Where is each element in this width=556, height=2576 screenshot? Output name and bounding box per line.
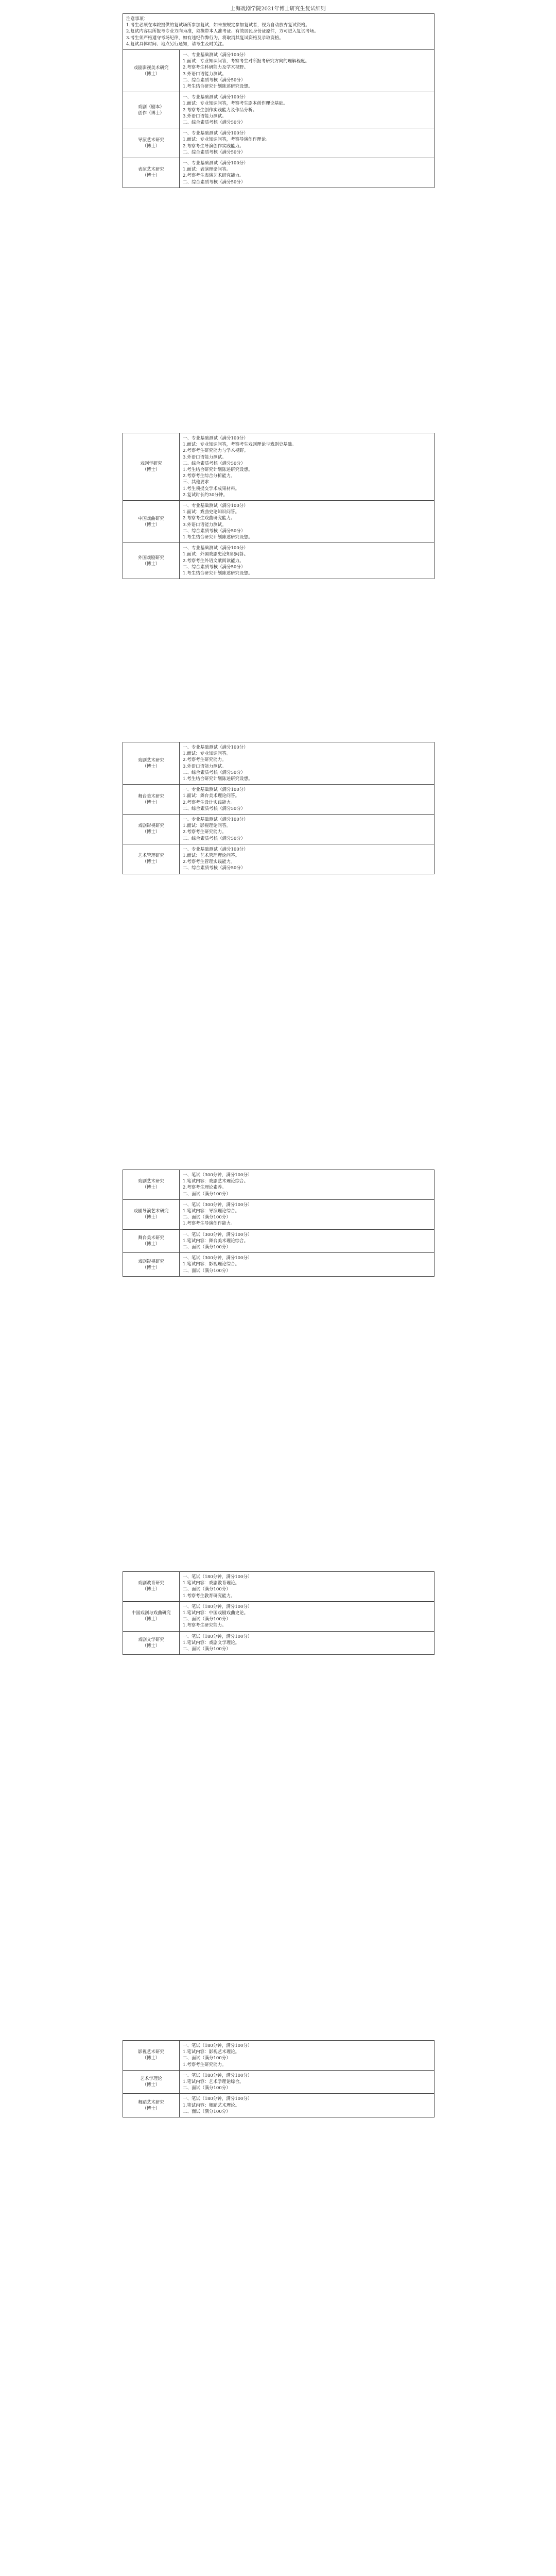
detail-line: 1.考生结合研究计划陈述研究设想。	[183, 535, 253, 540]
detail-line: 二、面试（满分100分）	[183, 2109, 231, 2114]
detail-line: 一、专业基础测试（满分100分）	[183, 503, 248, 509]
detail-line: 1.考察考生研究能力。	[183, 2062, 227, 2067]
detail-line: 1.面试：舞台美术理论问答。	[183, 793, 240, 799]
section-4	[123, 1170, 435, 1277]
detail-line: 1.面试：艺术管理理论问答。	[183, 853, 240, 859]
table-row	[123, 814, 434, 844]
detail-line: 二、面试（满分100分）	[183, 1587, 231, 1592]
detail-line: 1.考生结合研究计划陈述研究设想。	[183, 467, 253, 473]
table-row	[123, 543, 434, 579]
detail-line: 1.考察考生研究能力。	[183, 1623, 227, 1629]
detail-line: 一、笔试（300分钟，满分100分）	[183, 1202, 252, 1208]
program-name: 戏剧艺术研究 （博士）	[123, 742, 180, 784]
program-details	[180, 50, 434, 92]
detail-line: 二、综合素质考核（满分50分）	[183, 770, 246, 775]
detail-line: 2.考察考生外语文献阅读能力。	[183, 558, 244, 564]
detail-line: 3.外语口语能力测试。	[183, 113, 227, 119]
program-details	[180, 1253, 434, 1276]
detail-line: 一、笔试（300分钟，满分100分）	[183, 1232, 252, 1238]
program-name: 戏剧（剧本） 创作（博士）	[123, 92, 180, 128]
program-details	[180, 543, 434, 579]
notes-block	[123, 14, 434, 49]
program-name: 舞蹈艺术研究 （博士）	[123, 2094, 180, 2117]
table-row	[123, 2041, 434, 2070]
program-name: 戏剧影视研究 （博士）	[123, 815, 180, 844]
program-details	[180, 158, 434, 188]
program-name: 表演艺术研究 （博士）	[123, 158, 180, 188]
program-name: 戏剧影视美术研究 （博士）	[123, 50, 180, 92]
detail-line: 一、专业基础测试（满分100分）	[183, 745, 248, 750]
detail-line: 2.考察考生理论素养。	[183, 1185, 227, 1191]
detail-line: 一、笔试（180分钟，满分100分）	[183, 1634, 252, 1639]
detail-line: 1.面试：专业知识问答。	[183, 751, 231, 757]
detail-line: 二、综合素质考核（满分50分）	[183, 836, 246, 841]
detail-line: 一、专业基础测试（满分100分）	[183, 846, 248, 852]
program-details	[180, 742, 434, 784]
detail-line: 1.笔试内容：舞台美术理论综合。	[183, 1238, 249, 1244]
table-row	[123, 844, 434, 874]
detail-line: 一、专业基础测试（满分100分）	[183, 53, 248, 58]
detail-line: 1.面试：表演理论问答。	[183, 167, 231, 173]
detail-line: 2.考察考生设计实践能力。	[183, 800, 235, 805]
detail-line: 二、面试（满分100分）	[183, 1191, 231, 1197]
detail-line: 1.考察考生导演创作能力。	[183, 1221, 235, 1227]
program-name: 艺术管理研究 （博士）	[123, 844, 180, 874]
program-details	[180, 2041, 434, 2070]
table-row	[123, 742, 434, 784]
detail-line: 一、专业基础测试（满分100分）	[183, 817, 248, 823]
detail-line: 1.笔试内容：中国戏剧戏曲史论。	[183, 1611, 249, 1616]
note-line: 2.复试内容以所报考专业方向为准，须携带本人准考证、有效居民身份证原件，方可进入复试考场。	[126, 29, 319, 35]
detail-line: 一、笔试（180分钟，满分100分）	[183, 2043, 252, 2048]
detail-line: 二、面试（满分100分）	[183, 1268, 231, 1274]
detail-line: 3.外语口语能力测试。	[183, 71, 227, 77]
detail-line: 1.考生结合研究计划陈述研究设想。	[183, 776, 253, 782]
program-name: 戏剧艺术研究 （博士）	[123, 1170, 180, 1199]
detail-line: 二、综合素质考核（满分50分）	[183, 77, 246, 83]
program-details	[180, 501, 434, 543]
detail-line: 1.面试：专业知识问答，考察导演创作理论。	[183, 137, 270, 143]
detail-line: 2.复试时长约30分钟。	[183, 492, 228, 498]
program-name: 戏剧学研究 （博士）	[123, 433, 180, 500]
section-1	[123, 13, 435, 188]
section-3	[123, 742, 435, 874]
detail-line: 2.考察考生研究能力与学术视野。	[183, 448, 249, 454]
detail-line: 1.考生结合研究计划陈述研究设想。	[183, 84, 253, 90]
table-row	[123, 2070, 434, 2094]
program-details	[180, 1632, 434, 1655]
detail-line: 1.笔试内容：影视艺术理论。	[183, 2049, 240, 2055]
table-row	[123, 1229, 434, 1253]
program-details	[180, 815, 434, 844]
table-row	[123, 433, 434, 500]
detail-line: 二、面试（满分100分）	[183, 1617, 231, 1622]
program-details	[180, 2071, 434, 2094]
note-line: 3.考生须严格遵守考场纪律，如有违纪作弊行为，将取消其复试资格及录取资格。	[126, 35, 284, 41]
detail-line: 1.考生结合研究计划陈述研究设想。	[183, 571, 253, 577]
detail-line: 1.面试：影视理论问答。	[183, 823, 231, 829]
program-name: 舞台美术研究 （博士）	[123, 785, 180, 814]
program-name: 影视艺术研究 （博士）	[123, 2041, 180, 2070]
note-line: 1.考生必须在本院提供的复试场所参加复试，如未按规定参加复试者，视为自动放弃复试资格。	[126, 23, 310, 28]
detail-line: 1.面试：专业知识问答，考察考生剧本创作理论基础。	[183, 101, 288, 107]
detail-line: 3.外语口语能力测试。	[183, 454, 227, 460]
detail-line: 2.考察考生表演艺术研究能力。	[183, 173, 244, 179]
table-row	[123, 500, 434, 543]
program-details	[180, 2094, 434, 2117]
detail-line: 1.面试：外国戏剧史论知识问答。	[183, 552, 249, 557]
detail-line: 2.考察考生导演创作实践能力。	[183, 143, 244, 149]
page-title: 上海戏剧学院2021年博士研究生复试细则	[230, 6, 326, 12]
detail-line: 一、专业基础测试（满分100分）	[183, 436, 248, 441]
table-row	[123, 1199, 434, 1229]
detail-line: 一、笔试（300分钟，满分100分）	[183, 1173, 252, 1178]
program-details	[180, 1230, 434, 1253]
section-2	[123, 433, 435, 579]
detail-line: 2.考察考生综合分析能力。	[183, 473, 235, 479]
table-row	[123, 158, 434, 188]
detail-line: 1.考察考生教育研究能力。	[183, 1593, 235, 1599]
table-row	[123, 1572, 434, 1601]
detail-line: 二、面试（满分100分）	[183, 1647, 231, 1652]
note-line: 4.复试具体时间、地点另行通知，请考生及时关注。	[126, 41, 227, 47]
detail-line: 二、综合素质考核（满分50分）	[183, 528, 246, 534]
detail-line: 1.笔试内容：艺术学理论综合。	[183, 2079, 244, 2085]
detail-line: 一、笔试（180分钟，满分100分）	[183, 1604, 252, 1609]
program-details	[180, 785, 434, 814]
table-row	[123, 1631, 434, 1655]
program-details	[180, 1602, 434, 1631]
table-row	[123, 2093, 434, 2117]
program-name: 中国戏剧与戏曲研究 （博士）	[123, 1602, 180, 1631]
program-name: 舞台美术研究 （博士）	[123, 1230, 180, 1253]
detail-line: 一、笔试（300分钟，满分100分）	[183, 1256, 252, 1261]
detail-line: 二、综合素质考核（满分50分）	[183, 149, 246, 155]
detail-line: 一、笔试（180分钟，满分100分）	[183, 1574, 252, 1580]
detail-line: 1.笔试内容：戏剧文学理论。	[183, 1640, 240, 1646]
detail-line: 1.笔试内容：舞蹈艺术理论。	[183, 2103, 240, 2108]
detail-line: 一、专业基础测试（满分100分）	[183, 787, 248, 793]
detail-line: 3.外语口语能力测试。	[183, 764, 227, 769]
detail-line: 1.面试：专业知识问答，考察考生对所报考研究方向的理解程度。	[183, 59, 310, 64]
detail-line: 2.考察考生研究能力。	[183, 757, 227, 763]
detail-line: 1.笔试内容：戏剧艺术理论综合。	[183, 1179, 249, 1184]
program-name: 艺术学理论 （博士）	[123, 2071, 180, 2094]
section-6	[123, 2040, 435, 2117]
detail-line: 二、综合素质考核（满分50分）	[183, 866, 246, 871]
program-details	[180, 92, 434, 128]
detail-line: 3.外语口语能力测试。	[183, 522, 227, 528]
table-row	[123, 1252, 434, 1276]
detail-line: 二、综合素质考核（满分50分）	[183, 179, 246, 185]
detail-line: 一、专业基础测试（满分100分）	[183, 161, 248, 166]
detail-line: 二、综合素质考核（满分50分）	[183, 806, 246, 811]
detail-line: 一、笔试（180分钟，满分100分）	[183, 2096, 252, 2102]
program-details	[180, 433, 434, 500]
detail-line: 二、综合素质考核（满分50分）	[183, 461, 246, 466]
detail-line: 一、笔试（180分钟，满分100分）	[183, 2073, 252, 2078]
table-row	[123, 1601, 434, 1631]
program-name: 戏剧教育研究 （博士）	[123, 1572, 180, 1601]
detail-line: 2.考察考生管理实践能力。	[183, 859, 235, 865]
program-details	[180, 844, 434, 874]
detail-line: 2.考察考生戏曲研究能力。	[183, 516, 235, 521]
detail-line: 1.笔试内容：戏剧教育理论。	[183, 1581, 240, 1586]
program-name: 戏剧导演艺术研究 （博士）	[123, 1200, 180, 1229]
detail-line: 二、综合素质考核（满分50分）	[183, 120, 246, 126]
program-name: 戏剧影视研究 （博士）	[123, 1253, 180, 1276]
program-name: 导演艺术研究 （博士）	[123, 128, 180, 158]
detail-line: 2.考察考生研究能力。	[183, 829, 227, 835]
detail-line: 一、专业基础测试（满分100分）	[183, 546, 248, 551]
program-name: 外国戏剧研究 （博士）	[123, 543, 180, 579]
program-details	[180, 1572, 434, 1601]
detail-line: 1.面试：专业知识问答，考察考生戏剧理论与戏剧史基础。	[183, 442, 297, 448]
program-details	[180, 128, 434, 158]
table-row	[123, 128, 434, 158]
table-row	[123, 49, 434, 92]
program-name: 戏剧文学研究 （博士）	[123, 1632, 180, 1655]
detail-line: 三、其他要求	[183, 480, 210, 485]
detail-line: 1.面试：戏曲史论知识问答。	[183, 510, 240, 515]
detail-line: 2.考察考生科研能力及学术视野。	[183, 65, 249, 71]
table-row	[123, 784, 434, 814]
table-row	[123, 1170, 434, 1199]
program-details	[180, 1170, 434, 1199]
detail-line: 二、面试（满分100分）	[183, 1215, 231, 1221]
notes-heading: 注意事项：	[126, 16, 148, 22]
detail-line: 二、面试（满分100分）	[183, 2086, 231, 2091]
detail-line: 一、专业基础测试（满分100分）	[183, 95, 248, 100]
detail-line: 二、面试（满分100分）	[183, 2056, 231, 2061]
detail-line: 2.考察考生创作实践能力及作品分析。	[183, 107, 257, 113]
program-name: 中国戏曲研究 （博士）	[123, 501, 180, 543]
detail-line: 1.笔试内容：影视理论综合。	[183, 1262, 240, 1267]
detail-line: 1.考生须提交学术成果材料。	[183, 486, 240, 492]
program-details	[180, 1200, 434, 1229]
detail-line: 二、面试（满分100分）	[183, 1245, 231, 1250]
detail-line: 二、综合素质考核（满分50分）	[183, 564, 246, 570]
detail-line: 1.笔试内容：导演理论综合。	[183, 1209, 240, 1214]
detail-line: 一、专业基础测试（满分100分）	[183, 131, 248, 137]
section-5	[123, 1571, 435, 1655]
table-row	[123, 92, 434, 128]
